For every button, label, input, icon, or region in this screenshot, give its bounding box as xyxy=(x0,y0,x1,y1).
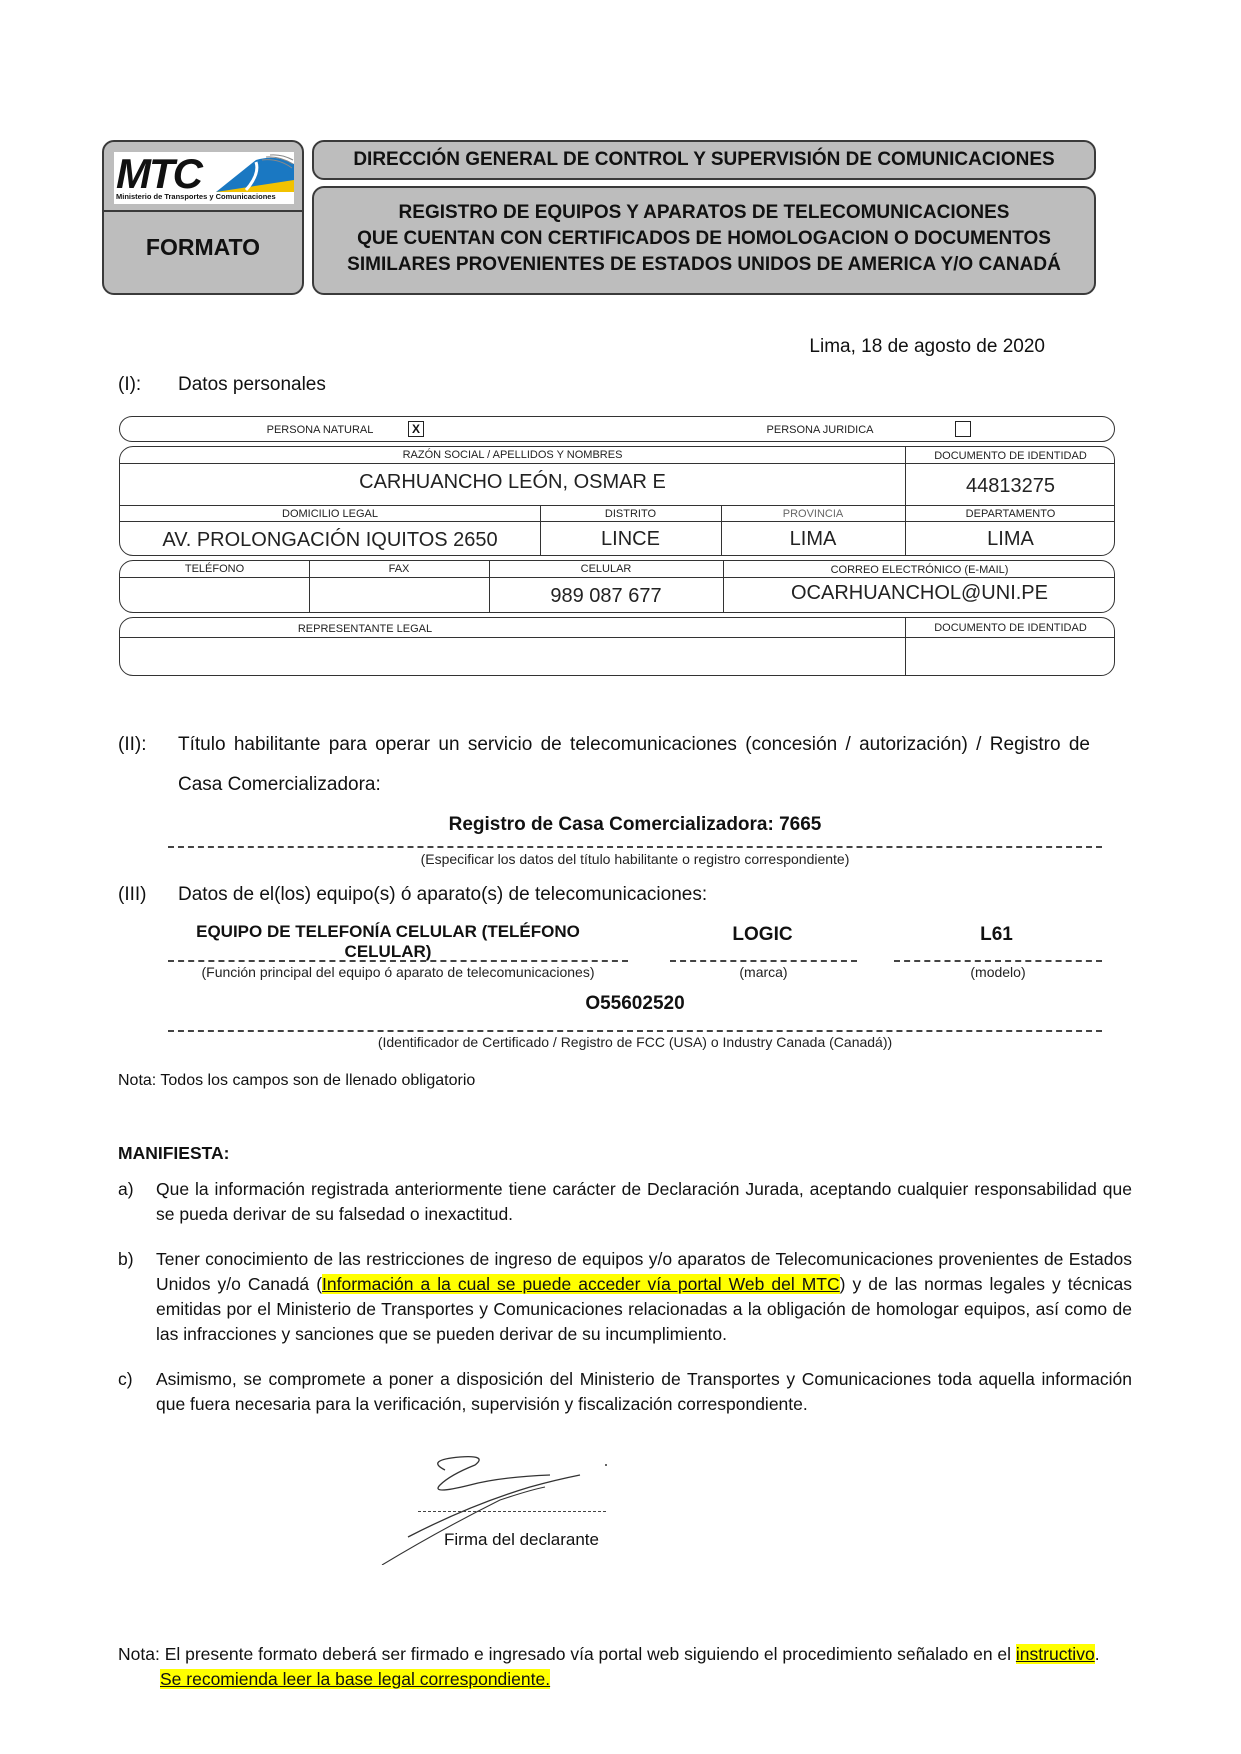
item-a-text: Que la información registrada anteriormente tiene carácter de Declaración Jurada, aceptando cualquier responsabilidad que se pueda derivar de su falsedad o inexactitud. xyxy=(156,1179,1132,1224)
footer-note-text: Nota: El presente formato deberá ser firmado e ingresado vía portal web siguiendo el procedimiento señalado en el xyxy=(118,1644,1016,1664)
fax-label: FAX xyxy=(388,563,410,575)
representative-block xyxy=(119,617,1115,676)
persona-natural-checkbox[interactable]: X xyxy=(408,421,424,437)
dotted-line xyxy=(168,846,1102,848)
document-date: Lima, 18 de agosto de 2020 xyxy=(809,336,1045,357)
formato-label: FORMATO xyxy=(145,234,261,260)
item-b-text-after: ) y de las normas legales y técnicas emitidas por el Ministerio de Transportes y Comunicaciones relacionadas a la obligación de homologar equipos, así como de las infracciones y sanciones que se pueden derivar de su incumplimiento. xyxy=(156,1274,1132,1344)
section3-number: (III) xyxy=(118,884,147,905)
registro-value[interactable]: Registro de Casa Comercializadora: 7665 xyxy=(448,814,822,835)
marca-value[interactable]: LOGIC xyxy=(732,924,793,945)
section3-title: Datos de el(los) equipo(s) ó aparato(s) de telecomunicaciones: xyxy=(178,884,708,905)
section2-caption: (Especificar los datos del título habilitante o registro correspondiente) xyxy=(420,851,850,867)
divider xyxy=(120,637,1114,638)
razon-social-field[interactable]: CARHUANCHO LEÓN, OSMAR E xyxy=(359,471,666,493)
logo-text: MTC xyxy=(116,150,201,197)
divider xyxy=(120,505,1114,506)
rep-documento-label: DOCUMENTO DE IDENTIDAD xyxy=(934,622,1087,634)
distrito-label: DISTRITO xyxy=(604,508,657,520)
signature-label: Firma del declarante xyxy=(444,1530,599,1549)
divider xyxy=(120,463,1114,464)
dotted-line xyxy=(168,1030,1102,1032)
header-left-box xyxy=(102,140,304,295)
form-title-box xyxy=(312,186,1096,295)
logo-subtitle: Ministerio de Transportes y Comunicaciones xyxy=(116,192,276,201)
provincia-label: PROVINCIA xyxy=(782,508,844,520)
divider xyxy=(120,577,1114,578)
footer-note xyxy=(118,1644,1100,1665)
dotted-line xyxy=(670,960,857,962)
footer-note-period: . xyxy=(1094,1644,1100,1664)
correo-field[interactable]: OCARHUANCHOL@UNI.PE xyxy=(790,582,1048,604)
funcion-caption: (Función principal del equipo ó aparato de telecomunicaciones) xyxy=(201,964,595,980)
documento-identidad-field[interactable]: 44813275 xyxy=(966,475,1055,497)
agency-title-box xyxy=(312,140,1096,180)
departamento-label: DEPARTAMENTO xyxy=(965,508,1056,520)
domicilio-label: DOMICILIO LEGAL xyxy=(282,508,378,520)
provincia-field[interactable]: LIMA xyxy=(789,528,837,550)
required-fields-note: Nota: Todos los campos son de llenado obligatorio xyxy=(118,1072,476,1089)
agency-title: DIRECCIÓN GENERAL DE CONTROL Y SUPERVISIÓN DE COMUNICACIONES xyxy=(353,149,1055,170)
correo-label: CORREO ELECTRÓNICO (E-MAIL) xyxy=(830,564,1009,576)
modelo-caption: (modelo) xyxy=(970,964,1026,980)
mtc-logo xyxy=(114,152,294,204)
item-b-text xyxy=(156,1247,1132,1347)
header-divider xyxy=(104,210,302,212)
instructivo-link[interactable]: instructivo xyxy=(1015,1644,1095,1664)
item-b-text-before: Tener conocimiento de las restricciones de ingreso de equipos y/o aparatos de Telecomunicaciones provenientes de Estados Unidos y/o Canadá ( xyxy=(156,1249,1132,1294)
section2-number: (II): xyxy=(118,734,147,755)
celular-field[interactable]: 989 087 677 xyxy=(550,585,662,607)
representante-label: REPRESENTANTE LEGAL xyxy=(297,623,433,635)
form-title-line: SIMILARES PROVENIENTES DE ESTADOS UNIDOS DE AMERICA Y/O CANADÁ xyxy=(347,254,1061,275)
contact-block xyxy=(119,560,1115,613)
modelo-value[interactable]: L61 xyxy=(980,924,1013,945)
razon-social-label: RAZÓN SOCIAL / APELLIDOS Y NOMBRES xyxy=(402,449,623,461)
form-title-line: REGISTRO DE EQUIPOS Y APARATOS DE TELECOMUNICACIONES xyxy=(398,202,1010,223)
distrito-field[interactable]: LINCE xyxy=(601,528,660,550)
documento-identidad-label: DOCUMENTO DE IDENTIDAD xyxy=(934,450,1087,462)
divider xyxy=(120,521,1114,522)
signature-line xyxy=(418,1511,606,1512)
section2-text: Título habilitante para operar un servicio de telecomunicaciones (concesión / autorización) / Registro de xyxy=(178,734,1090,755)
base-legal-note xyxy=(160,1669,550,1690)
identity-address-block xyxy=(119,446,1115,556)
persona-type-row xyxy=(119,416,1115,442)
section1-title: Datos personales xyxy=(178,374,326,395)
section1-number: (I): xyxy=(118,374,142,395)
section2-text-cont: Casa Comercializadora: xyxy=(178,774,381,795)
celular-label: CELULAR xyxy=(580,563,632,575)
item-a-letter: a) xyxy=(118,1179,134,1199)
funcion-value[interactable]: EQUIPO DE TELEFONÍA CELULAR (TELÉFONO CELULAR) xyxy=(196,922,580,961)
persona-juridica-label: PERSONA JURIDICA xyxy=(766,424,874,436)
telefono-label: TELÉFONO xyxy=(184,563,245,575)
mtc-portal-link[interactable]: Información a la cual se puede acceder vía portal Web del MTC xyxy=(322,1274,840,1294)
domicilio-field[interactable]: AV. PROLONGACIÓN IQUITOS 2650 xyxy=(162,529,498,551)
identificador-value[interactable]: O55602520 xyxy=(585,993,685,1014)
marca-caption: (marca) xyxy=(739,964,788,980)
form-title-line: QUE CUENTAN CON CERTIFICADOS DE HOMOLOGACION O DOCUMENTOS xyxy=(357,228,1051,249)
identificador-caption: (Identificador de Certificado / Registro de FCC (USA) o Industry Canada (Canadá)) xyxy=(377,1034,893,1050)
dotted-line xyxy=(894,960,1102,962)
base-legal-link[interactable]: Se recomienda leer la base legal correspondiente. xyxy=(160,1669,551,1689)
departamento-field[interactable]: LIMA xyxy=(987,528,1034,550)
persona-natural-label: PERSONA NATURAL xyxy=(266,424,374,436)
item-c-text: Asimismo, se compromete a poner a disposición del Ministerio de Transportes y Comunicaciones toda aquella información que fuera necesaria para la verificación, supervisión y fiscalización correspondiente. xyxy=(156,1369,1132,1414)
item-c-letter: c) xyxy=(118,1369,133,1389)
mtc-road-waves-icon xyxy=(216,154,294,192)
manifiesta-title: MANIFIESTA: xyxy=(118,1143,230,1163)
dotted-line xyxy=(168,960,628,962)
item-b-letter: b) xyxy=(118,1249,134,1269)
persona-juridica-checkbox[interactable] xyxy=(955,421,971,437)
